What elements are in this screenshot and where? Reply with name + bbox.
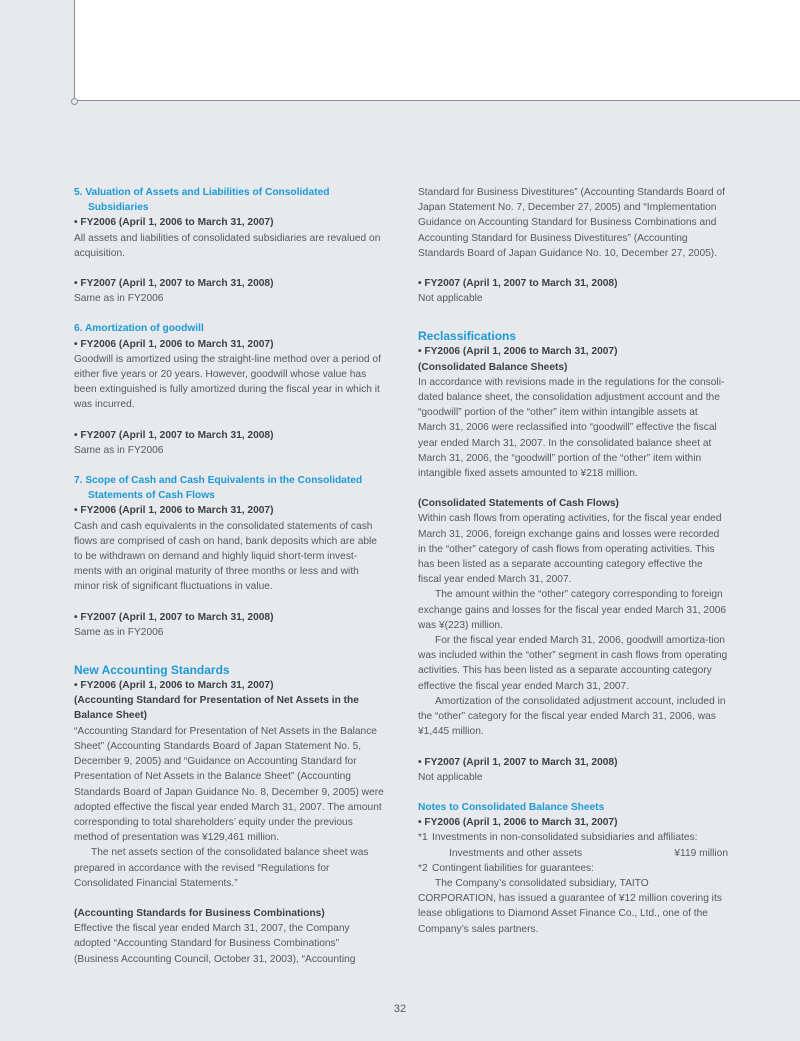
note-1-text: Investments in non-consolidated subsidiaries and affiliates: bbox=[432, 832, 698, 844]
nas-p3: Effective the fiscal year ended March 31, 2007, the Company adopted “Accounting Standard for Business Combinations” (Business Accounting Council, October 31, 2003), “Accounting bbox=[74, 923, 356, 965]
s5-body: All assets and liabilities of consolidated subsidiaries are revalued on acquisition. bbox=[74, 232, 381, 259]
recl-p2: Within cash flows from operating activities, for the fiscal year ended March 31, 2006, foreign exchange gains and losses were recorded in the “other” category of cash flows from operating activities. This has been listed as a separate accounting category effective the fiscal year ended March 31, 2007. bbox=[418, 513, 722, 586]
nas-sub1: (Accounting Standard for Presentation of Net Assets in the Balance Sheet) bbox=[74, 695, 359, 722]
new-accounting-standards-title: New Accounting Standards bbox=[74, 663, 230, 678]
s7-body2: Same as in FY2006 bbox=[74, 626, 164, 638]
s6-body: Goodwill is amortized using the straight-line method over a period of either five years or 20 years. However, goodwill whose value has been extinguished is fully amortized during the fiscal year in which it was incurred. bbox=[74, 353, 381, 411]
s5-body2: Same as in FY2006 bbox=[74, 293, 164, 305]
note-1-amount: ¥119 million bbox=[674, 847, 728, 859]
left-column bbox=[74, 185, 384, 967]
nas-sub2: (Accounting Standards for Business Combinations) bbox=[74, 907, 325, 919]
page-number: 32 bbox=[393, 1003, 407, 1015]
recl-p3: The amount within the “other” category corresponding to foreign exchange gains and losses for the fiscal year ended March 31, 2006 was ¥(223) million. bbox=[418, 589, 727, 631]
notes-fy2006: • FY2006 (April 1, 2006 to March 31, 2007) bbox=[418, 817, 618, 829]
note-1-item: Investments and other assets bbox=[449, 847, 583, 859]
s7-title-2: Statements of Cash Flows bbox=[88, 490, 215, 502]
recl-p5: Amortization of the consolidated adjustment account, included in the “other” category for the fiscal year ended March 31, 2006, was ¥1,445 million. bbox=[418, 695, 726, 738]
note-2-number: *2 bbox=[418, 862, 428, 874]
note-1-number: *1 bbox=[418, 832, 428, 844]
right-column bbox=[418, 185, 728, 937]
header-panel bbox=[74, 0, 800, 101]
note-2-body: The Company’s consolidated subsidiary, TAITO CORPORATION, has issued a guarantee of ¥12 million covering its lease obligations to Diamond Asset Finance Co., Ltd., one of the Company’s sales partners. bbox=[418, 877, 722, 935]
recl-p4: For the fiscal year ended March 31, 2006, goodwill amortiza-tion was included within the “other” segment in cash flows from operating activities. This has been listed as a separate accounting category effective the fiscal year ended March 31, 2007. bbox=[418, 635, 728, 692]
note-1-line bbox=[418, 846, 728, 861]
s6-title: 6. Amortization of goodwill bbox=[74, 323, 204, 335]
s7-fy2006: • FY2006 (April 1, 2006 to March 31, 2007) bbox=[74, 505, 274, 517]
notes-title: Notes to Consolidated Balance Sheets bbox=[418, 801, 605, 813]
recl-sub1: (Consolidated Balance Sheets) bbox=[418, 361, 568, 373]
s6-fy2007: • FY2007 (April 1, 2007 to March 31, 2008) bbox=[74, 429, 274, 441]
s5-fy2007: • FY2007 (April 1, 2007 to March 31, 2008) bbox=[74, 278, 274, 290]
nas-p2: The net assets section of the consolidated balance sheet was prepared in accordance with the revised “Regulations for Consolidated Financial Statements.” bbox=[74, 847, 369, 889]
nas-not-applicable: Not applicable bbox=[418, 293, 483, 305]
recl-fy2006: • FY2006 (April 1, 2006 to March 31, 2007) bbox=[418, 346, 618, 358]
s7-fy2007: • FY2007 (April 1, 2007 to March 31, 2008) bbox=[74, 611, 274, 623]
nas-fy2006: • FY2006 (April 1, 2006 to March 31, 2007) bbox=[74, 680, 274, 692]
corner-marker bbox=[71, 98, 78, 105]
nas-fy2007: • FY2007 (April 1, 2007 to March 31, 2008) bbox=[418, 278, 618, 290]
s5-title-1: 5. Valuation of Assets and Liabilities of Consolidated bbox=[74, 187, 330, 198]
nas-p1: “Accounting Standard for Presentation of Net Assets in the Balance Sheet” (Accounting Standards Board of Japan Statement No. 5, December 9, 2005) and “Guidance on Accounting Standard for Presentation of Net Assets in the Balance Sheet” (Accounting Standards Board of Japan Guidance No. 8, December 9, 2005) were adopted effective the fiscal year ended March 31, 2007. The amount corresponding to total shareholders’ equity under the previous method of presentation was ¥129,461 million. bbox=[74, 725, 384, 844]
s5-title-2: Subsidiaries bbox=[88, 202, 149, 214]
recl-not-applicable: Not applicable bbox=[418, 771, 483, 783]
reclassifications-title: Reclassifications bbox=[418, 329, 517, 344]
note-2 bbox=[418, 861, 728, 876]
recl-p1: In accordance with revisions made in the regulations for the consoli-dated balance sheet, the consolidation adjustment account and the “goodwill” portion of the “other” item within intangible assets at March 31, 2006 were reclassified into “goodwill” effective the fiscal year ended March 31, 2007. In the consolidated balance sheet at March 31, 2006, the “goodwill” portion of the “other” item within intangible fixed assets amounted to ¥218 million. bbox=[418, 376, 725, 480]
recl-sub2: (Consolidated Statements of Cash Flows) bbox=[418, 498, 619, 510]
s7-body: Cash and cash equivalents in the consolidated statements of cash flows are comprised of cash on hand, bank deposits which are able to be withdrawn on demand and highly liquid short-term invest-ments with an original maturity of three months or less and with minor risk of significant fluctuations in value. bbox=[74, 520, 377, 593]
note-1 bbox=[418, 830, 728, 845]
recl-fy2007: • FY2007 (April 1, 2007 to March 31, 2008) bbox=[418, 756, 618, 768]
s6-body2: Same as in FY2006 bbox=[74, 444, 164, 456]
s7-title-1: 7. Scope of Cash and Cash Equivalents in the Consolidated bbox=[74, 475, 363, 487]
s5-fy2006: • FY2006 (April 1, 2006 to March 31, 2007) bbox=[74, 217, 274, 229]
nas-continued: Standard for Business Divestitures” (Accounting Standards Board of Japan Statement No. 7, December 27, 2005) and “Implementation Guidance on Accounting Standard for Business Combinations and Accounting Standard for Business Divestitures” (Accounting Standards Board of Japan Guidance No. 10, December 27, 2005). bbox=[418, 187, 725, 259]
s6-fy2006: • FY2006 (April 1, 2006 to March 31, 2007) bbox=[74, 338, 274, 350]
note-2-text: Contingent liabilities for guarantees: bbox=[432, 862, 594, 874]
